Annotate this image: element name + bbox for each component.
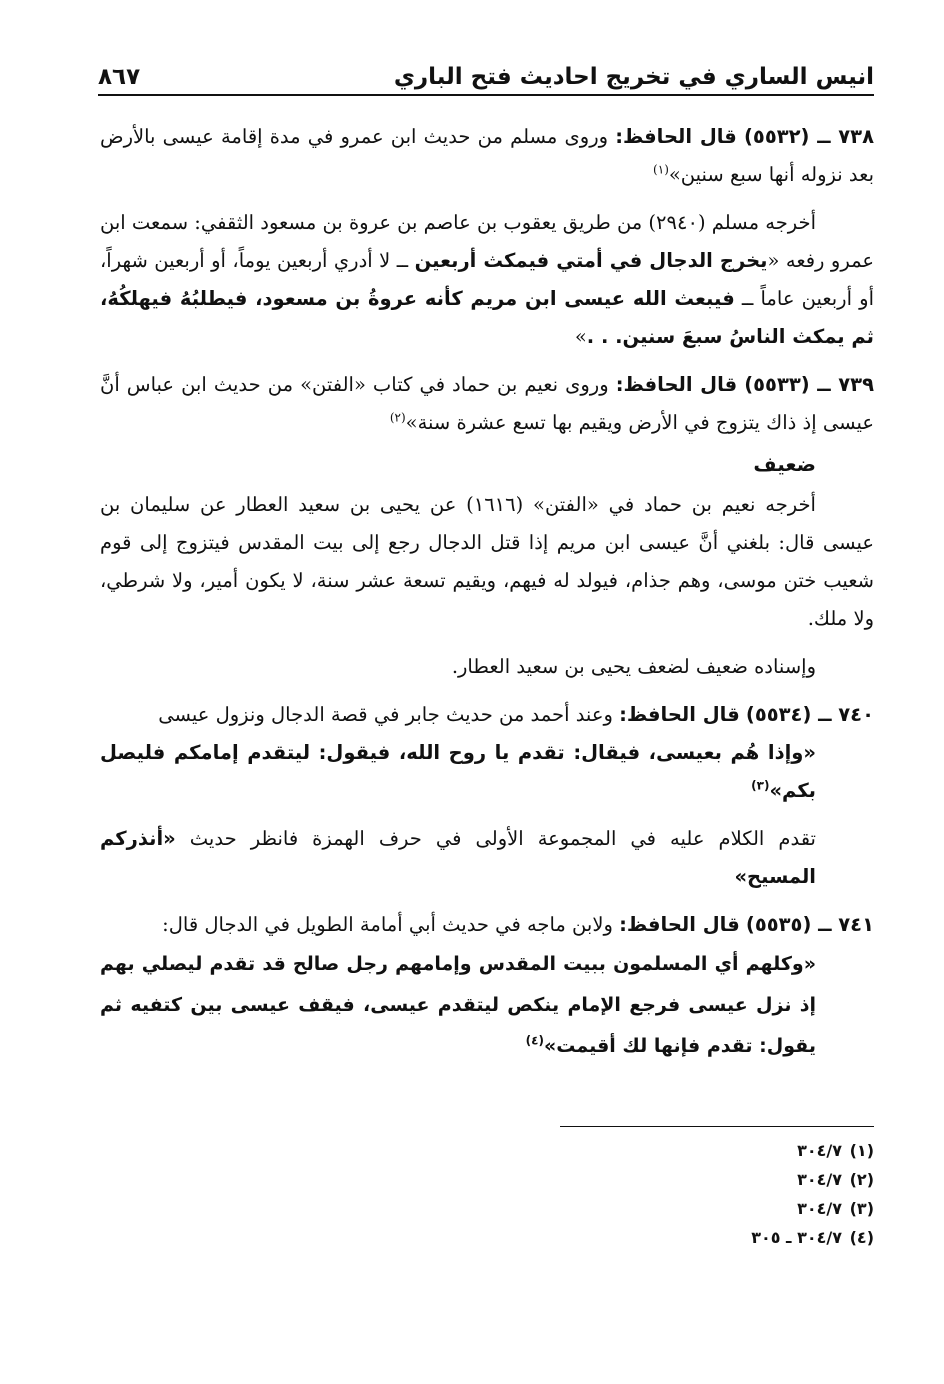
entry-text xyxy=(100,118,874,194)
footnote xyxy=(574,1194,874,1223)
entry-body: وروى نعيم بن حماد في كتاب «الفتن» من حديث ابن عباس أنَّ عيسى إذ ذاك يتزوج في الأرض ويقيم بها تسع عشرة سنة» xyxy=(100,373,874,434)
page-body xyxy=(100,118,874,1077)
footnote-ref-text: ٣٠٤/٧ xyxy=(797,1141,842,1160)
running-header xyxy=(98,56,874,96)
entry-label: قال الحافظ: xyxy=(619,913,740,936)
entry-body: وعند أحمد من حديث جابر في قصة الدجال ونزول عيسى xyxy=(158,703,613,726)
xref-paragraph xyxy=(100,820,874,896)
takhrij-text xyxy=(100,204,874,356)
entry-label: قال الحافظ: xyxy=(615,373,738,396)
hadith-bold: فيبعث الله عيسى ابن مريم كأنه عروةُ بن مسعود، فيطلبُهُ فيهلكُهُ، ثم يمكث الناسُ سبعَ سنين. . . xyxy=(100,287,874,348)
entry-738 xyxy=(100,118,874,194)
hadith-quote xyxy=(100,944,874,1067)
entry-740 xyxy=(100,696,874,810)
takhrij-plain: » xyxy=(574,325,587,348)
footnote-number: (٣) xyxy=(849,1199,874,1218)
takhrij-plain: أخرجه مسلم (٢٩٤٠) من طريق يعقوب بن عاصم بن عروة بن مسعود الثقفي: سمعت ابن عمرو رفعه « xyxy=(100,211,875,272)
footnote-number: (٤) xyxy=(849,1228,874,1247)
entry-text xyxy=(100,906,874,944)
footnote-number: (٢) xyxy=(849,1170,874,1189)
takhrij-paragraph-2 xyxy=(100,486,874,638)
entry-number: ٧٣٨ ــ (٥٥٣٢) xyxy=(744,125,874,148)
entry-number: ٧٤٠ ــ (٥٥٣٤) xyxy=(745,703,874,726)
entry-label: قال الحافظ: xyxy=(615,125,737,148)
footnote-ref: (٤) xyxy=(525,1033,544,1048)
isnad-paragraph xyxy=(100,648,874,686)
entry-body: وروى مسلم من حديث ابن عمرو في مدة إقامة عيسى بالأرض بعد نزوله أنها سبع سنين» xyxy=(100,125,874,186)
footnote-ref-text: ٣٠٤/٧ xyxy=(797,1170,842,1189)
entry-text xyxy=(100,696,874,734)
grade-heading: ضعيف xyxy=(753,452,816,476)
takhrij-text: أخرجه نعيم بن حماد في «الفتن» (١٦١٦) عن يحيى بن سعيد العطار عن سليمان بن عيسى قال: بلغني أنَّ عيسى ابن مريم إذا قتل الدجال رجع إلى بيت المقدس فيتزوج إلى قوم شعيب ختن موسى، وهم جذام، فيولد له فيهم، ويقيم تسعة عشر سنة، لا يكون أمير، ولا شرطي، ولا ملك. xyxy=(100,493,874,630)
entry-739 xyxy=(100,366,874,442)
footnote-number: (١) xyxy=(849,1141,874,1160)
hadith-quote xyxy=(100,734,874,810)
entry-body: ولابن ماجه في حديث أبي أمامة الطويل في الدجال قال: xyxy=(162,913,613,936)
footnote xyxy=(574,1223,874,1252)
xref-plain: تقدم الكلام عليه في المجموعة الأولى في حرف الهمزة فانظر حديث xyxy=(175,827,816,850)
entry-number: ٧٤١ ــ (٥٥٣٥) xyxy=(745,913,874,936)
quote-text: «وإذا هُم بعيسى، فيقال: تقدم يا روح الله، فيقول: ليتقدم إمامكم فليصل بكم» xyxy=(100,741,816,802)
footnote xyxy=(574,1165,874,1194)
xref-text xyxy=(100,820,874,896)
footnote xyxy=(574,1136,874,1165)
entry-741 xyxy=(100,906,874,1067)
takhrij-paragraph xyxy=(100,204,874,356)
entry-number: ٧٣٩ ــ (٥٥٣٣) xyxy=(744,373,874,396)
footnote-ref-text: ٣٠٤/٧ xyxy=(797,1199,842,1218)
footnote-separator xyxy=(560,1126,874,1127)
footnotes xyxy=(574,1136,874,1252)
quote-text: «وكلهم أي المسلمون ببيت المقدس وإمامهم رجل صالح قد تقدم ليصلي بهم إذ نزل عيسى فرجع الإمام ينكص ليتقدم عيسى، فيقف عيسى بين كتفيه ثم يقول: تقدم فإنها لك أقيمت» xyxy=(100,953,816,1057)
entry-text xyxy=(100,366,874,442)
hadith-bold: يخرج الدجال في أمتي فيمكث أربعين xyxy=(414,249,768,272)
page-number: ٨٦٧ xyxy=(98,64,141,90)
xref-hadith: «أنذركم المسيح» xyxy=(100,827,816,888)
isnad-text: وإسناده ضعيف لضعف يحيى بن سعيد العطار. xyxy=(451,655,816,678)
takhrij-plain: ــ لا أدري أربعين يوماً، أو أربعين شهراً، أو أربعين عاماً ــ xyxy=(100,249,874,310)
book-title: انيس الساري في تخريج احاديث فتح الباري xyxy=(393,64,874,90)
entry-label: قال الحافظ: xyxy=(619,703,740,726)
footnote-ref-text: ٣٠٤/٧ ـ ٣٠٥ xyxy=(751,1228,842,1247)
footnote-ref: (٢) xyxy=(389,410,406,425)
footnote-ref: (٣) xyxy=(751,778,770,793)
footnote-ref: (١) xyxy=(653,162,669,177)
